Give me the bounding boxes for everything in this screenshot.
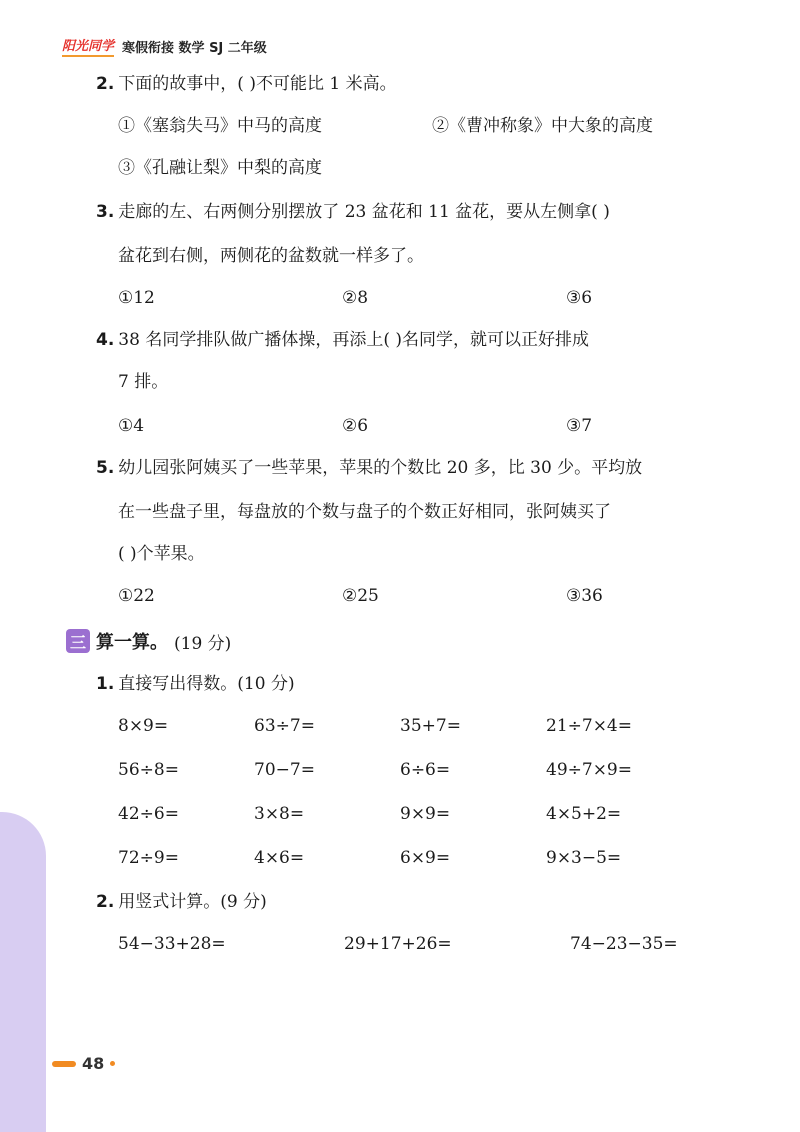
question-text-cont: 盆花到右侧，两侧花的盆数就一样多了。 [118,246,424,266]
section-heading [66,628,231,654]
vertical-calc-item: 74−23−35= [570,934,678,954]
calc-item: 70−7= [254,760,315,780]
question-text: 38 名同学排队做广播体操，再添上( )名同学，就可以正好排成 [118,330,589,350]
page-number: 48 [82,1054,105,1073]
option-1: ①22 [118,586,155,606]
vertical-calc-item: 29+17+26= [344,934,452,954]
option-2: ②8 [342,288,369,308]
option-3: ③6 [566,288,593,308]
option-3: ③36 [566,586,603,606]
option-3: ③《孔融让梨》中梨的高度 [118,158,322,178]
calc-question-1 [96,672,295,696]
calc-item: 9×9= [400,804,451,824]
calc-item: 49÷7×9= [546,760,632,780]
option-2: ②25 [342,586,379,606]
calc-item: 21÷7×4= [546,716,632,736]
footer-dot-decoration [110,1061,115,1066]
question-number: 1. [96,674,115,694]
calc-item: 42÷6= [118,804,179,824]
calc-question-2 [96,890,267,914]
page-footer [52,1054,115,1073]
question-text: 幼儿园张阿姨买了一些苹果，苹果的个数比 20 多，比 30 少。平均放 [118,458,643,478]
option-3: ③7 [566,416,593,436]
question-text: 下面的故事中，( )不可能比 1 米高。 [118,74,397,94]
question-text-cont: 7 排。 [118,372,169,392]
calc-item: 72÷9= [118,848,179,868]
calc-item: 6×9= [400,848,451,868]
side-tab-decoration [0,812,46,1132]
vertical-calc-item: 54−33+28= [118,934,226,954]
calc-item: 4×6= [254,848,305,868]
question-text: 走廊的左、右两侧分别摆放了 23 盆花和 11 盆花，要从左侧拿( ) [118,202,610,222]
calc-item: 4×5+2= [546,804,622,824]
calc-item: 9×3−5= [546,848,622,868]
question-number: 5. [96,458,115,478]
question-text: 直接写出得数。(10 分) [118,674,295,694]
calc-item: 8×9= [118,716,169,736]
option-2: ②《曹冲称象》中大象的高度 [432,116,653,136]
question-number: 2. [96,892,115,912]
page-header [62,34,267,58]
option-1: ①4 [118,416,145,436]
header-title: 寒假衔接 数学 SJ 二年级 [122,40,267,56]
question-5 [96,456,642,480]
brand-logo: 阳光同学 [62,35,114,57]
question-number: 2. [96,74,115,94]
question-text-cont: ( )个苹果。 [118,544,205,564]
question-text-cont: 在一些盘子里，每盘放的个数与盘子的个数正好相同，张阿姨买了 [118,502,611,522]
section-number-badge: 三 [66,629,90,653]
calc-item: 3×8= [254,804,305,824]
calc-item: 35+7= [400,716,461,736]
question-4 [96,328,589,352]
calc-item: 63÷7= [254,716,315,736]
calc-item: 6÷6= [400,760,451,780]
question-number: 3. [96,202,115,222]
footer-bar-decoration [52,1061,76,1067]
question-number: 4. [96,330,115,350]
option-1: ①12 [118,288,155,308]
section-title: 算一算。 [96,632,168,653]
question-text: 用竖式计算。(9 分) [118,892,267,912]
section-score: (19 分) [174,633,232,654]
question-3 [96,200,610,224]
option-1: ①《塞翁失马》中马的高度 [118,116,322,136]
question-2 [96,72,397,96]
option-2: ②6 [342,416,369,436]
calc-item: 56÷8= [118,760,179,780]
